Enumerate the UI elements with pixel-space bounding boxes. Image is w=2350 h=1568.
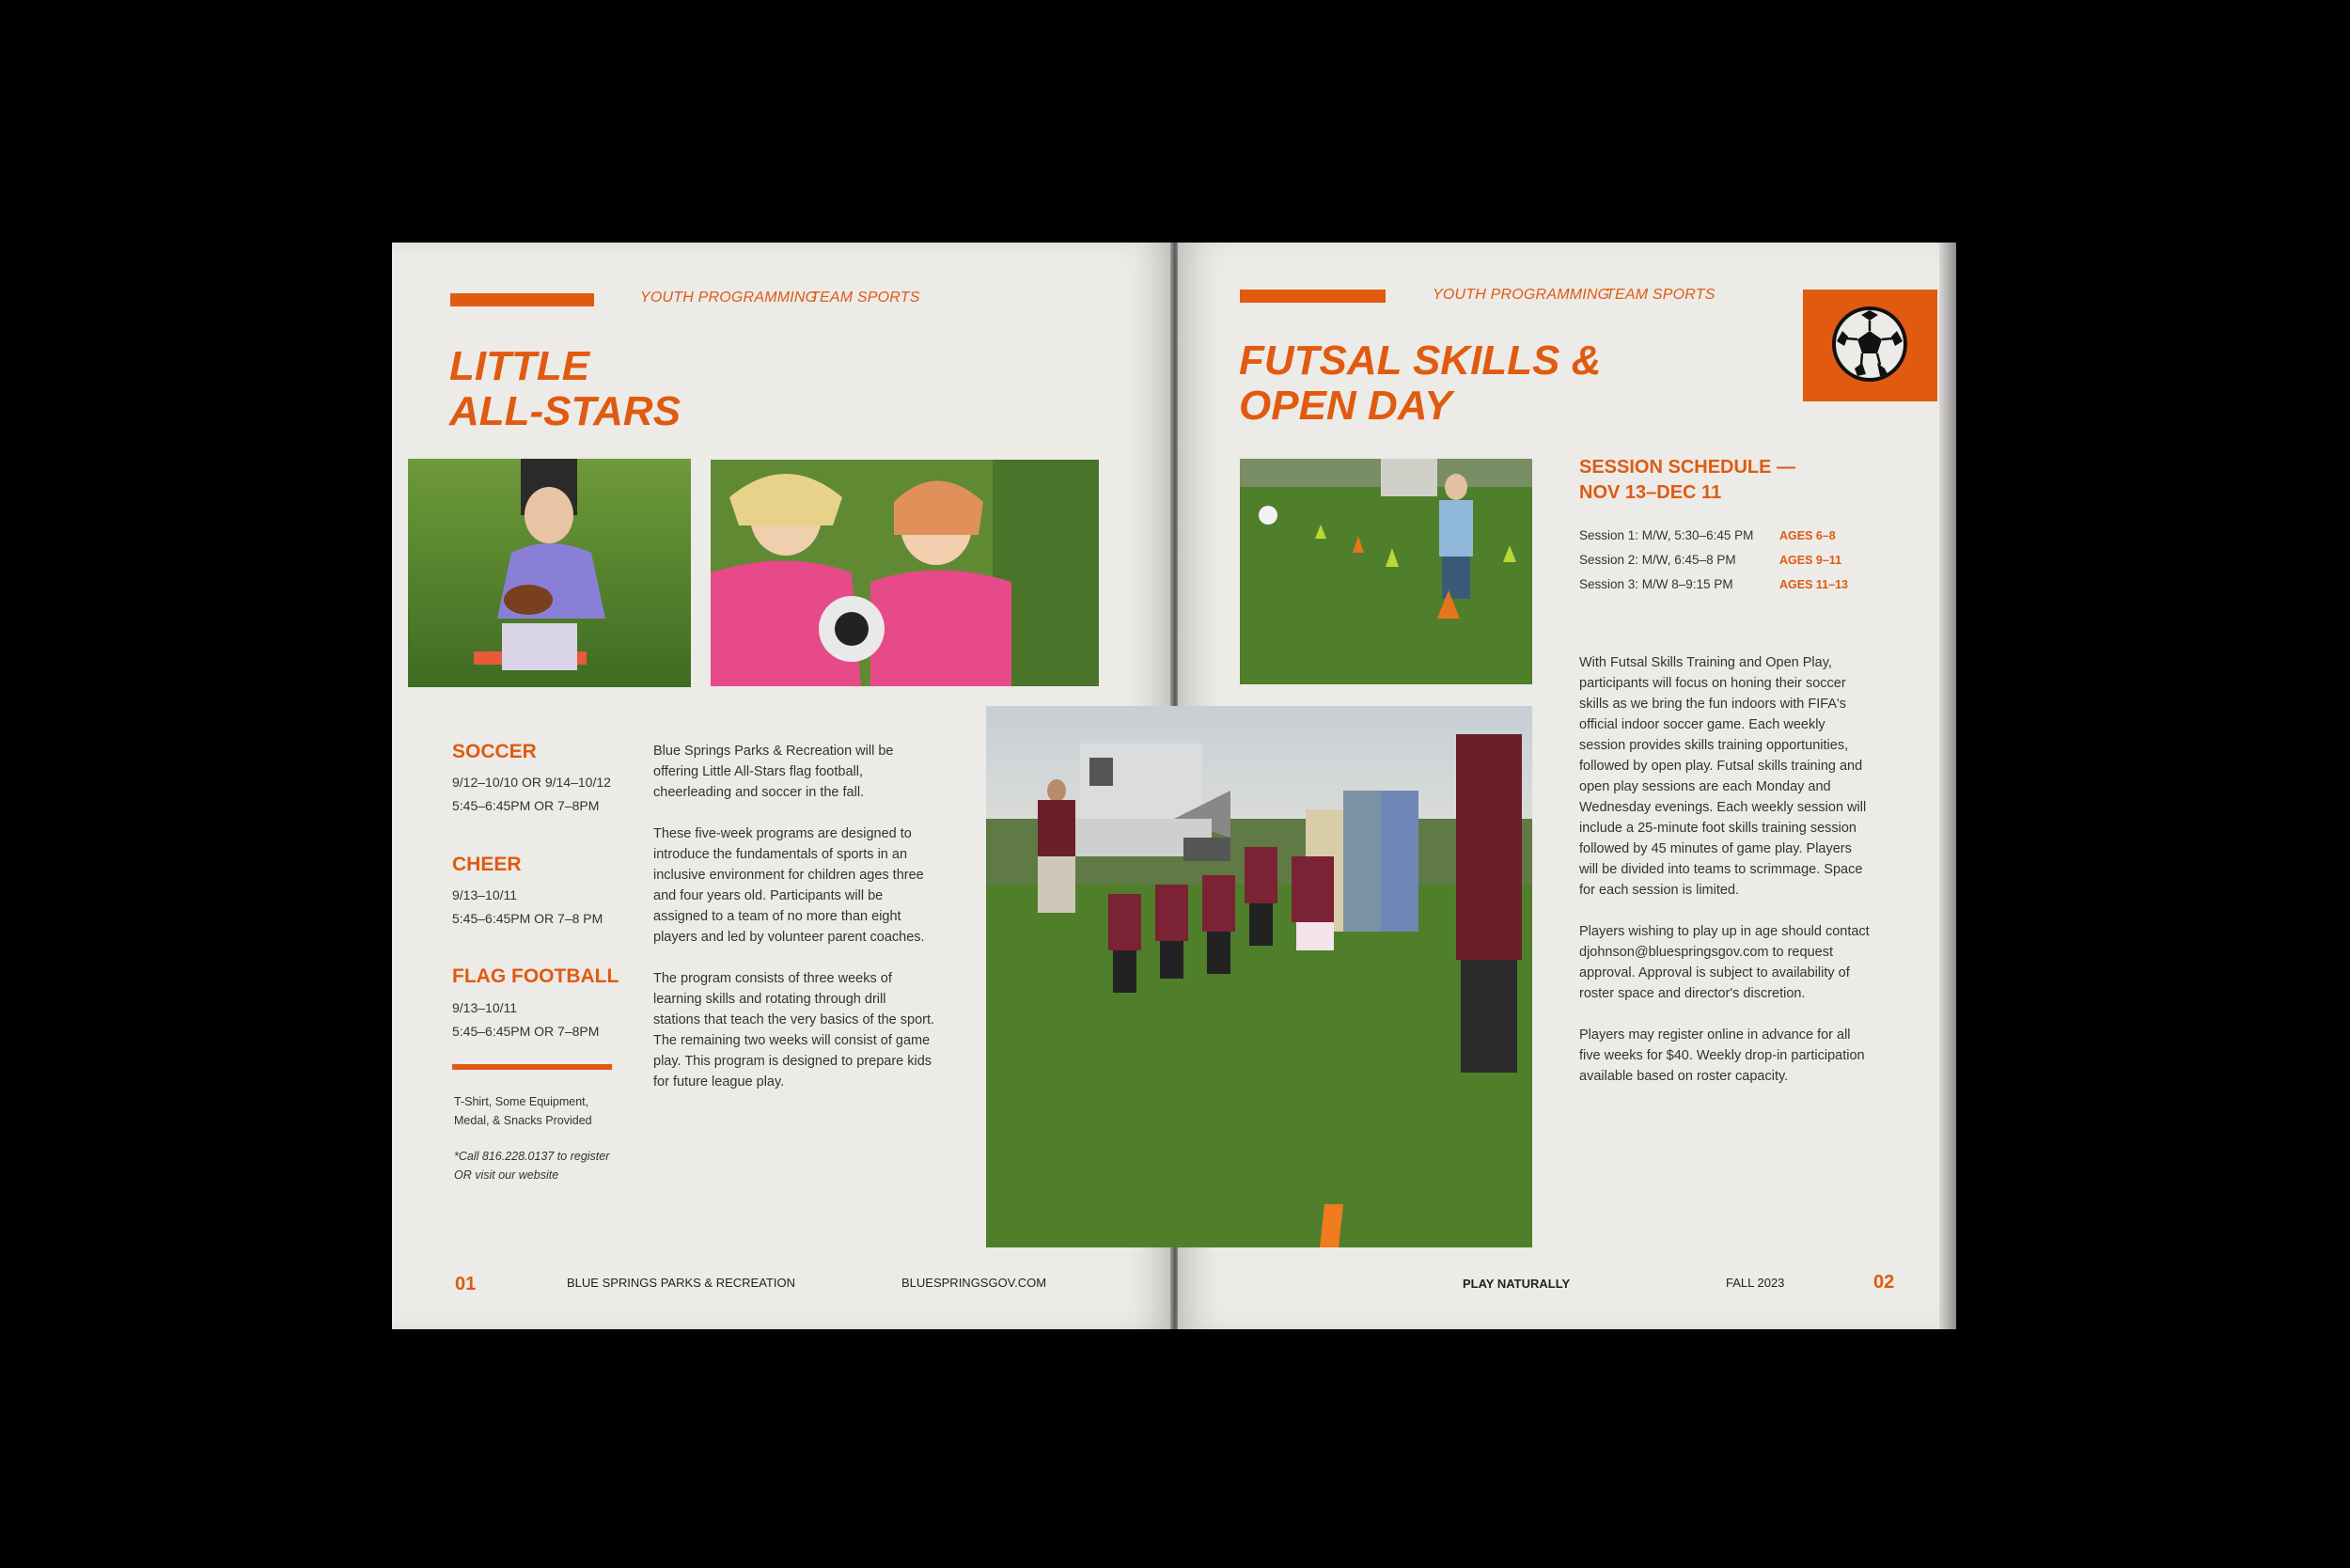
left-body-text	[653, 741, 935, 1113]
session-2-ages: AGES 9–11	[1779, 554, 1842, 567]
register-note: *Call 816.228.0137 to register OR visit our website	[454, 1150, 610, 1182]
soccer-times: 5:45–6:45PM OR 7–8PM	[452, 798, 600, 813]
schedule-heading-line-2: NOV 13–DEC 11	[1579, 482, 1722, 503]
left-body-paragraph-1: Blue Springs Parks & Recreation will be offering Little All-Stars flag football, cheerleading and soccer in the fall.	[653, 744, 894, 800]
sidebar-divider	[452, 1064, 612, 1070]
page-title-right	[1239, 338, 1601, 429]
session-3-ages: AGES 11–13	[1779, 578, 1848, 591]
session-2-label: Session 2: M/W, 6:45–8 PM	[1579, 553, 1736, 567]
photo-futsal-drills	[1240, 459, 1532, 684]
cheer-dates: 9/13–10/11	[452, 887, 518, 902]
footer-org: BLUE SPRINGS PARKS & RECREATION	[567, 1276, 795, 1290]
photo-kids-playing-soccer	[986, 706, 1532, 1247]
right-body-text	[1579, 652, 1871, 1107]
soccer-ball-badge	[1803, 290, 1937, 401]
title-line-2: ALL-STARS	[449, 388, 682, 434]
photo-flag-football-child	[408, 459, 691, 687]
soccer-dates: 9/12–10/10 OR 9/14–10/12	[452, 775, 611, 790]
session-1-label: Session 1: M/W, 5:30–6:45 PM	[1579, 528, 1754, 542]
footer-tagline: PLAY NATURALLY	[1463, 1277, 1571, 1291]
photo-cheerleaders	[711, 460, 1099, 686]
page-edge	[1939, 243, 1956, 1329]
schedule-heading-line-1: SESSION SCHEDULE —	[1579, 457, 1796, 478]
section-heading-cheer: CHEER	[452, 854, 522, 875]
left-body-paragraph-3: The program consists of three weeks of learning skills and rotating through drill stations that teach the very basics of the sport. The remaining two weeks will consist of game play. This program is designed to prepare kids for future league play.	[653, 971, 935, 1090]
section-heading-flag-football: FLAG FOOTBALL	[452, 965, 619, 987]
title-line-1: FUTSAL SKILLS &	[1239, 337, 1602, 384]
schedule-heading	[1579, 455, 1795, 506]
cheer-times: 5:45–6:45PM OR 7–8 PM	[452, 911, 603, 926]
page-title-left	[449, 344, 681, 434]
tag-youth-programming-left: YOUTH PROGRAMMING	[640, 290, 818, 306]
provided-items: T-Shirt, Some Equipment, Medal, & Snacks Provided	[454, 1095, 592, 1127]
right-body-paragraph-3: Players may register online in advance for all five weeks for $40. Weekly drop-in participation available based on roster capacity.	[1579, 1027, 1865, 1084]
soccer-ball-icon	[1803, 290, 1937, 401]
page-number-left: 01	[455, 1274, 477, 1294]
flag-football-dates: 9/13–10/11	[452, 1000, 518, 1015]
session-3-label: Session 3: M/W 8–9:15 PM	[1579, 577, 1733, 591]
session-1-ages: AGES 6–8	[1779, 529, 1836, 542]
section-heading-soccer: SOCCER	[452, 741, 537, 762]
footer-website[interactable]: BLUESPRINGSGOV.COM	[901, 1276, 1047, 1290]
footer-season: FALL 2023	[1726, 1276, 1785, 1290]
right-body-paragraph-1: With Futsal Skills Training and Open Play, participants will focus on honing their soccer skills as we bring the fun indoors with FIFA's official indoor soccer game. Each weekly session provides skills training opportunities, followed by open play. Futsal skills training and open play sessions are each Monday and Wednesday evenings. Each weekly session will include a 25-minute foot skills training session followed by 45 minutes of game play. Players will be divided into teams to scrimmage. Space for each session is limited.	[1579, 655, 1867, 898]
header-bar-left	[450, 293, 594, 306]
right-body-paragraph-2: Players wishing to play up in age should contact djohnson@bluespringsgov.com to request approval. Approval is subject to availability of roster space and director's discretion.	[1579, 924, 1870, 1001]
page-number-right: 02	[1873, 1272, 1895, 1293]
tag-team-sports-right: TEAM SPORTS	[1606, 287, 1716, 303]
left-body-paragraph-2: These five-week programs are designed to introduce the fundamentals of sports in an inclusive environment for children ages three and four years old. Participants will be assigned to a team of no more than eight players and led by volunteer parent coaches.	[653, 826, 925, 945]
flag-football-times: 5:45–6:45PM OR 7–8PM	[452, 1024, 600, 1039]
title-line-1: LITTLE	[449, 343, 590, 389]
header-bar-right	[1240, 290, 1386, 303]
tag-youth-programming-right: YOUTH PROGRAMMING	[1433, 287, 1610, 303]
title-line-2: OPEN DAY	[1239, 383, 1452, 429]
tag-team-sports-left: TEAM SPORTS	[810, 290, 920, 306]
